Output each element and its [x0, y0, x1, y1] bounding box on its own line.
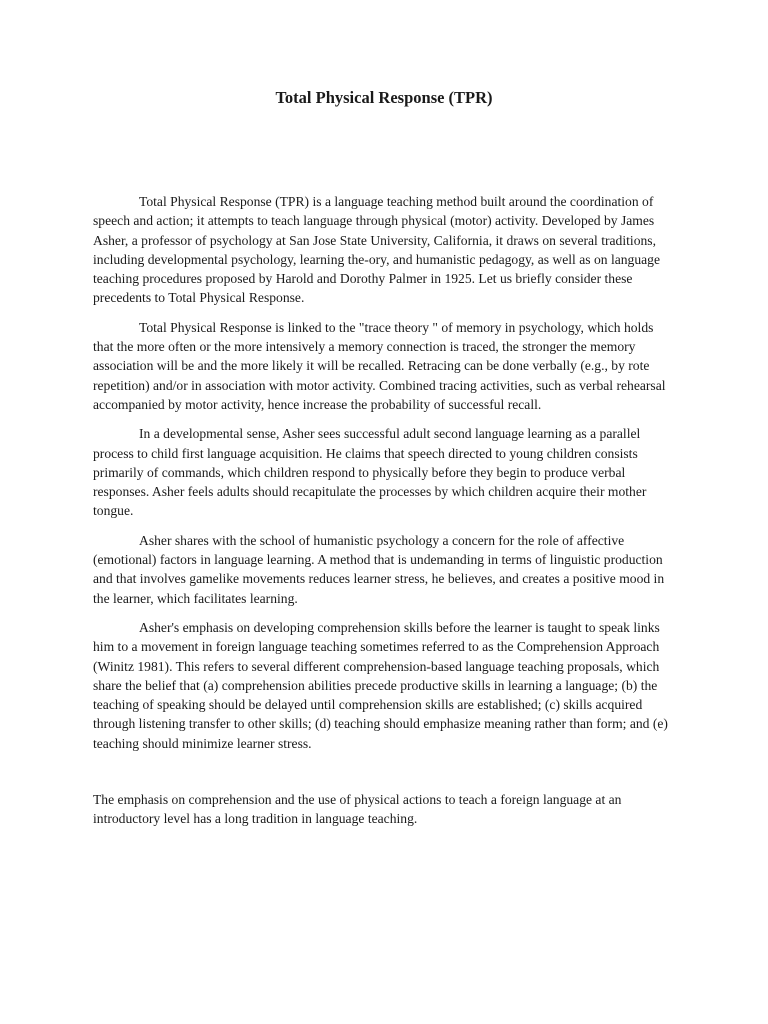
paragraph-spacer [93, 763, 675, 790]
paragraph-trace-theory: Total Physical Response is linked to the "trace theory " of memory in psychology, which holds that the more often or the more intensively a memory connection is traced, the stronger the memory association will be and the more likely it will be recalled. Retracing can be done verbally (e.g., by rote repetition) and/or in association with motor activity. Combined tracing activities, such as verbal rehearsal accompanied by motor activity, hence increase the probability of successful recall. [93, 319, 666, 412]
paragraph-developmental: In a developmental sense, Asher sees successful adult second language learning as a parallel process to child first language acquisition. He claims that speech directed to young children consists primarily of commands, which children respond to physically before they begin to produce verbal responses. Asher feels adults should recapitulate the processes by which children acquire their mother tongue. [93, 426, 647, 519]
document-body [93, 192, 675, 839]
paragraph-closing: The emphasis on comprehension and the use of physical actions to teach a foreign language at an introductory level has a long tradition in language teaching. [93, 792, 622, 827]
paragraph-humanistic: Asher shares with the school of humanistic psychology a concern for the role of affective (emotional) factors in language learning. A method that is undemanding in terms of linguistic production and that involves gamelike movements reduces learner stress, he believes, and creates a positive mood in the learner, which facilitates learning. [93, 532, 665, 606]
paragraph-tpr-intro: Total Physical Response (TPR) is a language teaching method built around the coordination of speech and action; it attempts to teach language through physical (motor) activity. Developed by James Asher, a professor of psychology at San Jose State University, California, it draws on several traditions, including developmental psychology, learning the-ory, and humanistic pedagogy, as well as on language teaching procedures proposed by Harold and Dorothy Palmer in 1925. Let us briefly consider these precedents to Total Physical Response. [93, 194, 661, 306]
document-title: Total Physical Response (TPR) [275, 88, 493, 107]
paragraph-comprehension-approach: Asher's emphasis on developing comprehension skills before the learner is taught to speak links him to a movement in foreign language teaching sometimes referred to as the Comprehension Approach (Winitz 1981). This refers to several different comprehension-based language teaching proposals, which share the belief that (a) comprehension abilities precede productive skills in learning a language; (b) the teaching of speaking should be delayed until comprehension skills are established; (c) skills acquired through listening transfer to other skills; (d) teaching should emphasize meaning rather than form; and (e) teaching should minimize learner stress. [93, 619, 668, 751]
